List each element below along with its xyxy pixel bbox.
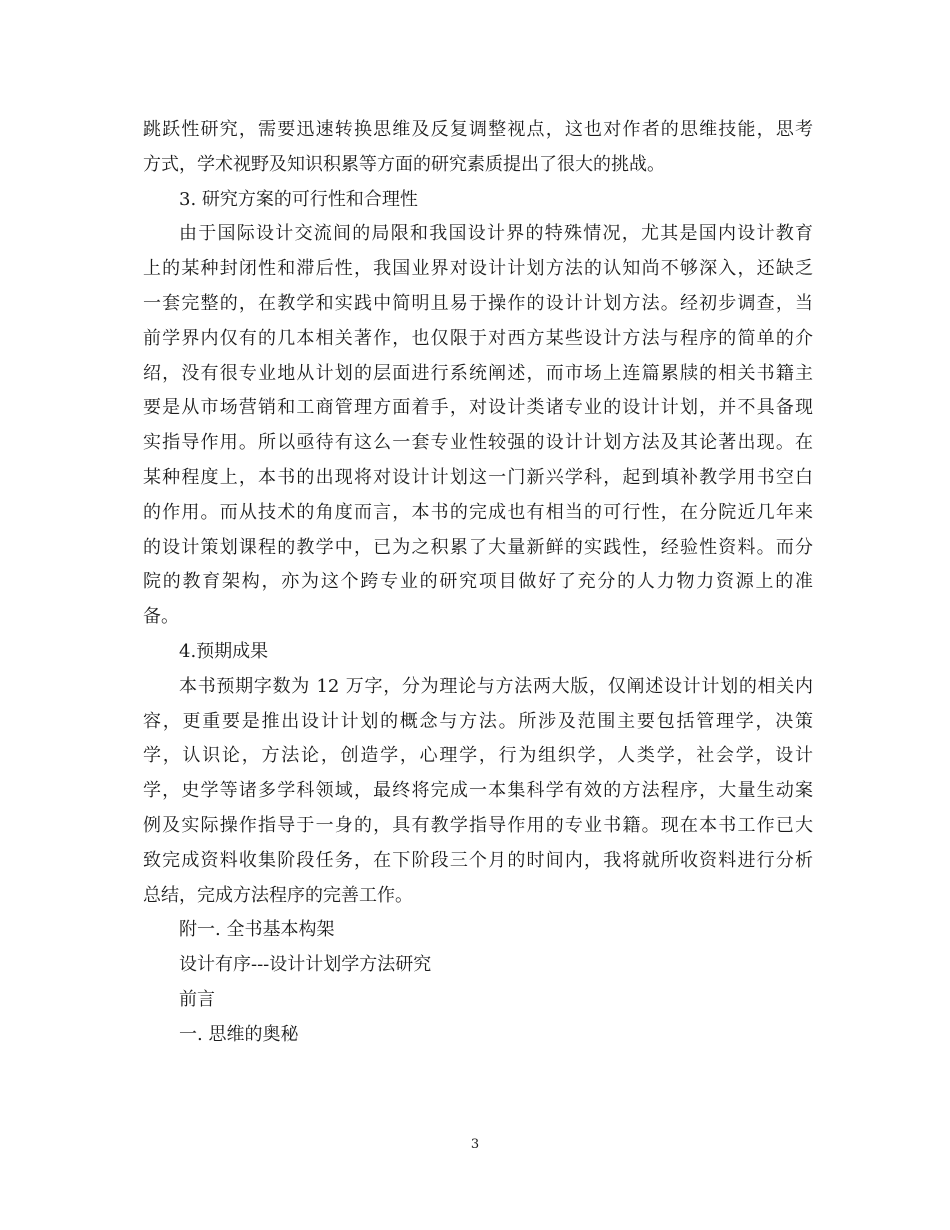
paragraph-line: 学，史学等诸多学科领域，最终将完成一本集科学有效的方法程序，大量生动案 [143, 780, 813, 802]
paragraph-line: 容，更重要是推出设计计划的概念与方法。所涉及范围主要包括管理学，决策 [143, 710, 813, 732]
paragraph-line: 院的教育架构，亦为这个跨专业的研究项目做好了充分的人力物力资源上的准 [143, 571, 813, 593]
book-title-line: 设计有序---设计计划学方法研究 [179, 954, 432, 976]
paragraph-line: 由于国际设计交流间的局限和我国设计界的特殊情况，尤其是国内设计教育 [179, 223, 813, 245]
paragraph-line: 要是从市场营销和工商管理方面着手，对设计类诸专业的设计计划，并不具备现 [143, 397, 813, 419]
appendix-heading: 附一. 全书基本构架 [179, 919, 335, 941]
paragraph-line: 总结，完成方法程序的完善工作。 [143, 884, 413, 906]
document-body [143, 113, 813, 1053]
paragraph-line: 前学界内仅有的几本相关著作，也仅限于对西方某些设计方法与程序的简单的介 [143, 327, 813, 349]
paragraph-line: 绍，没有很专业地从计划的层面进行系统阐述，而市场上连篇累牍的相关书籍主 [143, 362, 813, 384]
paragraph-line: 方式，学术视野及知识积累等方面的研究素质提出了很大的挑战。 [143, 153, 665, 175]
paragraph-line: 的设计策划课程的教学中，已为之积累了大量新鲜的实践性，经验性资料。而分 [143, 536, 813, 558]
paragraph-line: 一套完整的，在教学和实践中简明且易于操作的设计计划方法。经初步调查，当 [143, 292, 813, 314]
paragraph-line: 实指导作用。所以亟待有这么一套专业性较强的设计计划方法及其论著出现。在 [143, 432, 813, 454]
section-heading-expected-results: 4.预期成果 [179, 640, 269, 662]
toc-item-preface: 前言 [179, 988, 215, 1010]
page-number: 3 [470, 1137, 480, 1152]
paragraph-line: 致完成资料收集阶段任务，在下阶段三个月的时间内，我将就所收资料进行分析 [143, 849, 813, 871]
paragraph-line: 本书预期字数为 12 万字，分为理论与方法两大版，仅阐述设计计划的相关内 [179, 675, 813, 697]
section-heading-feasibility: 3. 研究方案的可行性和合理性 [179, 188, 418, 210]
paragraph-line: 备。 [143, 606, 179, 628]
toc-item-chapter-one: 一. 思维的奥秘 [179, 1023, 299, 1045]
paragraph-line: 跳跃性研究，需要迅速转换思维及反复调整视点，这也对作者的思维技能，思考 [143, 119, 813, 140]
paragraph-line: 例及实际操作指导于一身的，具有教学指导作用的专业书籍。现在本书工作已大 [143, 814, 813, 836]
paragraph-line: 某种程度上，本书的出现将对设计计划这一门新兴学科，起到填补教学用书空白 [143, 466, 813, 488]
paragraph-line: 上的某种封闭性和滞后性，我国业界对设计计划方法的认知尚不够深入，还缺乏 [143, 258, 813, 280]
paragraph-line: 学，认识论，方法论，创造学，心理学，行为组织学，人类学，社会学，设计 [143, 745, 813, 767]
paragraph-line: 的作用。而从技术的角度而言，本书的完成也有相当的可行性，在分院近几年来 [143, 501, 813, 523]
